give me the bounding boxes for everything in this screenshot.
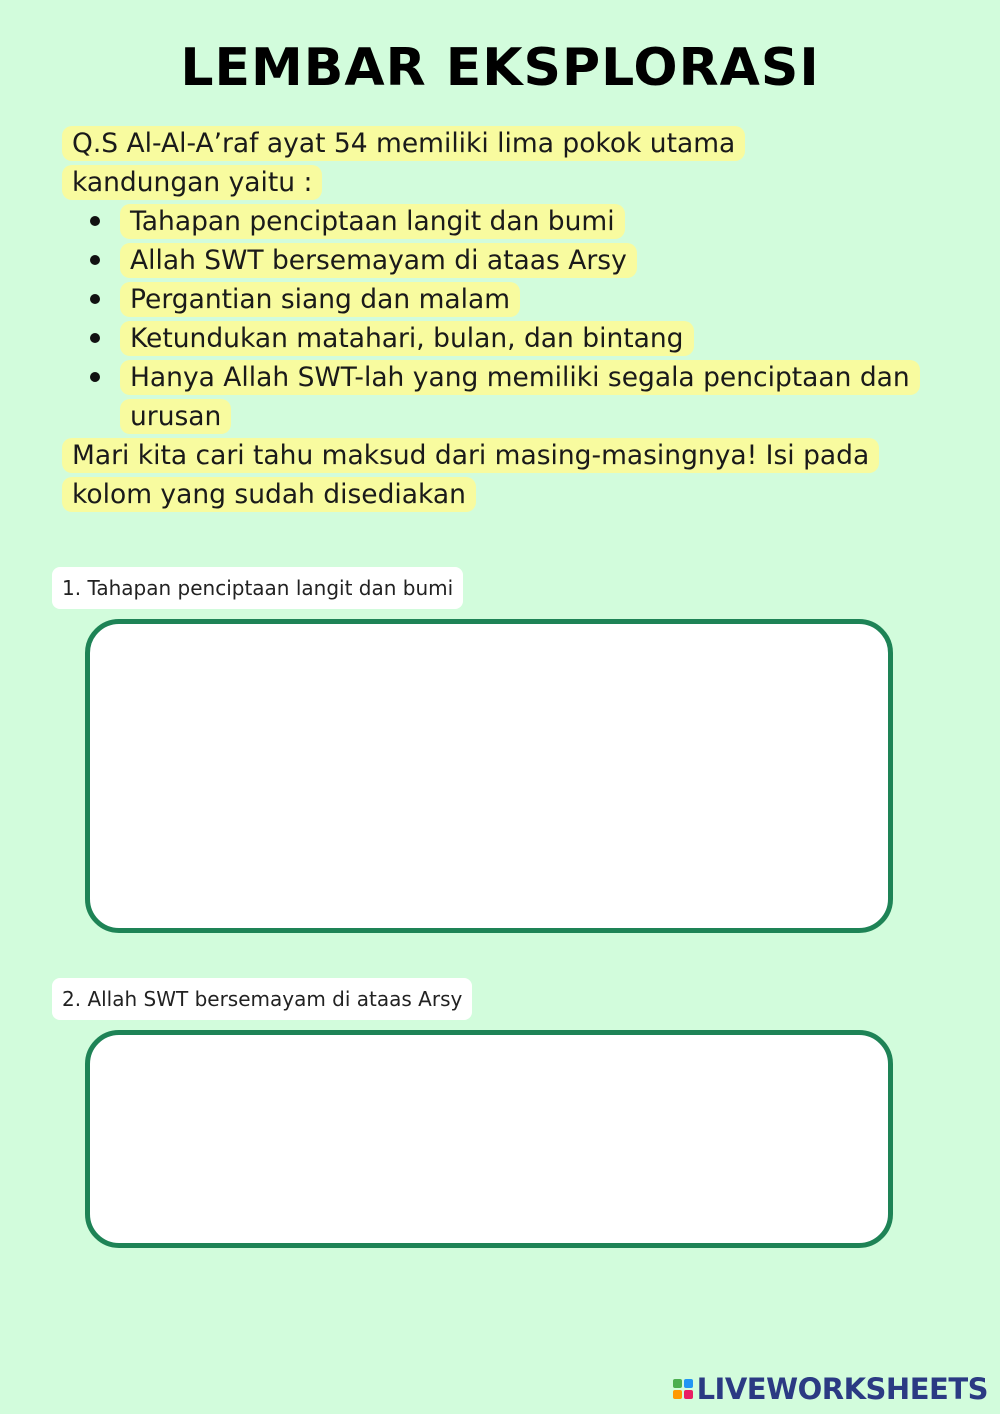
- bullet-icon: [90, 216, 100, 226]
- page-title: LEMBAR EKSPLORASI: [180, 38, 820, 98]
- brand-name: LIVEWORKSHEETS: [696, 1372, 988, 1406]
- key-points-list: [62, 202, 942, 436]
- question-1-label: 1. Tahapan penciptaan langit dan bumi: [52, 567, 463, 609]
- liveworksheets-brand[interactable]: [673, 1372, 988, 1406]
- key-point-item: [88, 280, 920, 319]
- bullet-icon: [90, 333, 100, 343]
- question-2-answer-field[interactable]: [85, 1030, 893, 1248]
- bullet-icon: [90, 294, 100, 304]
- intro-closing: [62, 436, 882, 514]
- key-point-item: [88, 241, 920, 280]
- intro-closing-text: Mari kita cari tahu maksud dari masing-masingnya! Isi pada kolom yang sudah disediakan: [62, 438, 879, 512]
- question-2-label: 2. Allah SWT bersemayam di ataas Arsy: [52, 978, 472, 1020]
- key-point-item: [88, 202, 920, 241]
- liveworksheets-logo-icon: [673, 1379, 693, 1399]
- question-1-answer-field[interactable]: [85, 619, 893, 933]
- bullet-icon: [90, 372, 100, 382]
- key-point-text: Hanya Allah SWT-lah yang memiliki segala penciptaan dan urusan: [120, 360, 920, 434]
- key-point-text: Allah SWT bersemayam di ataas Arsy: [120, 243, 637, 278]
- key-point-text: Pergantian siang dan malam: [120, 282, 520, 317]
- key-point-item: [88, 319, 920, 358]
- key-point-item: [88, 358, 920, 436]
- key-point-text: Ketundukan matahari, bulan, dan bintang: [120, 321, 694, 356]
- bullet-icon: [90, 255, 100, 265]
- intro-lead-text: Q.S Al-Al-A’raf ayat 54 memiliki lima pokok utama kandungan yaitu :: [62, 126, 745, 200]
- intro-lead: [62, 124, 822, 202]
- key-point-text: Tahapan penciptaan langit dan bumi: [120, 204, 625, 239]
- intro-section: [62, 124, 942, 514]
